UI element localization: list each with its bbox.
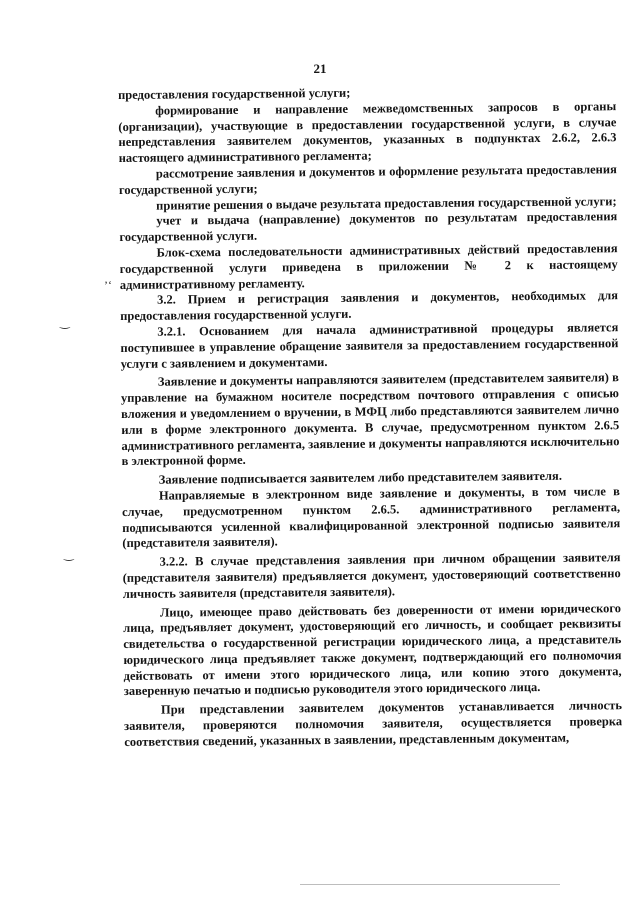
paragraph-1: предоставления государственной услуги;: [118, 85, 351, 102]
paragraph-3: рассмотрение заявления и документов и оформление результата предоставления государственной услуги;: [118, 162, 617, 197]
document-body: [118, 83, 622, 750]
paragraph-5: учет и выдача (направление) документов по результатам предоставления государственной услуги.: [119, 209, 618, 245]
paragraph-14: При представлении заявителем документов устанавливается личность заявителя, проверяются полномочия заявителя, осуществляется проверка соответствия сведений, указанных в заявлении, представленным документам,: [124, 698, 623, 749]
margin-scan-mark: ‿: [60, 315, 70, 329]
paragraph-7: 3.2. Прием и регистрация заявления и документов, необходимых для предоставления государственной услуги.: [120, 288, 619, 324]
paragraph-8: 3.2.1. Основанием для начала административной процедуры является поступившее в управление обращение заявителя за предоставлением государственной услуги с заявлением и документами.: [120, 320, 619, 371]
paragraph-13: Лицо, имеющее право действовать без доверенности от имени юридического лица, предъявляет документ, удостоверяющий его личность, и сообщает реквизиты свидетельства о государственной регистрации юридического лица, а представитель юридического лица предъявляет также документ, подтверждающий его полномочия действовать от имени этого юридического лица, или копию этого документа, заверенную печатью и подписью руководителя этого юридического лица.: [123, 600, 622, 699]
paragraph-11: Направляемые в электронном виде заявление и документы, в том числе в случае, предусмотренном пунктом 2.6.5. административного регламента, подписываются усиленной квалифицированной электронной подписью заявителя (представителя заявителя).: [122, 484, 621, 551]
paragraph-4: принятие решения о выдаче результата предоставления государственной услуги;: [156, 193, 617, 213]
paragraph-9: Заявление и документы направляются заявителем (представителем заявителя) в управление на бумажном носителе посредством почтового отправления с описью вложения и уведомлением о вручении, в МФЦ либо представляются заявителем лично или в форме электронного документа. В случае, предусмотренном пунктом 2.6.5 административного регламента, заявление и документы направляются исключительно в электронной форме.: [120, 370, 620, 469]
margin-scan-mark: ’‘: [104, 278, 112, 292]
scan-edge-line: [300, 884, 560, 885]
margin-scan-mark: ‿: [64, 547, 74, 561]
paragraph-10: Заявление подписывается заявителем либо представителем заявителя.: [158, 468, 562, 487]
paragraph-6: Блок-схема последовательности административных действий предоставления государственной услуги приведена в приложении № 2 к настоящему административному регламенту.: [119, 241, 618, 292]
paragraph-12: 3.2.2. В случае представления заявления при личном обращении заявителя (представителя заявителя) предъявляется документ, удостоверяющий соответственно личность заявителя (представителя заявителя).: [122, 550, 621, 601]
page-number: 21: [313, 61, 327, 76]
paragraph-2: формирование и направление межведомственных запросов в органы (организации), участвующие в предоставлении государственной услуги, в случае непредставления заявителем документов, указанных в подпунктах 2.6.2, 2.6.3 настоящего административного регламента;: [118, 99, 617, 166]
